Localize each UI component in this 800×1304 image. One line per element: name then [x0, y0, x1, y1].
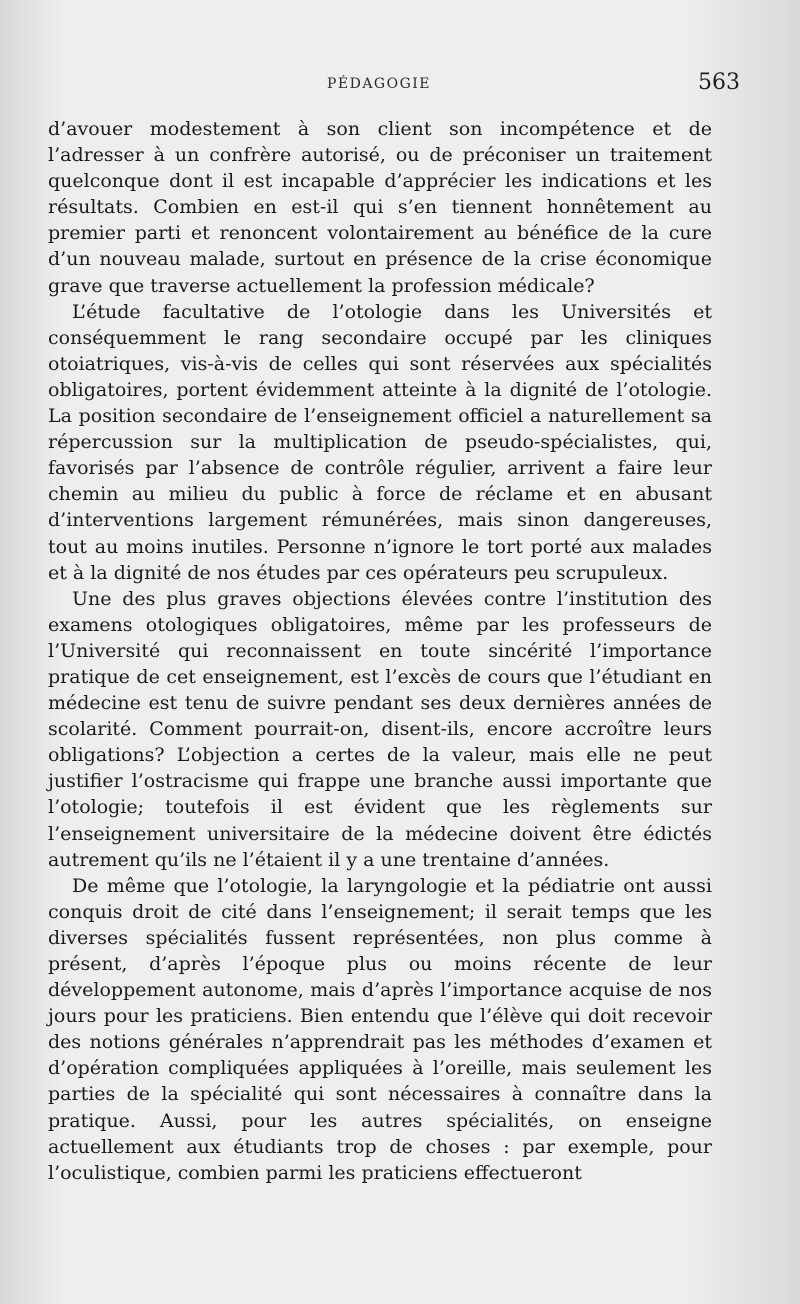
- page-number: 563: [698, 70, 740, 95]
- paragraph-specialities: De même que l’otologie, la laryngologie et la pédiatrie ont aussi conquis droit de cité dans l’enseignement; il serait temps que les diverses spécialités fussent représentées, non plus comme à présent, d’après l’époque plus ou moins récente de leur développement autonome, mais d’après l’importance acquise de nos jours pour les praticiens. Bien entendu que l’élève qui doit recevoir des notions générales n’apprendrait pas les méthodes d’examen et d’opération compliquées appliquées à l’oreille, mais seulement les parties de la spécialité qui sont nécessaires à connaître dans la pratique. Aussi, pour les autres spécialités, on enseigne actuellement aux étudiants trop de choses : par exemple, pour l’oculistique, combien parmi les praticiens effectueront: [48, 874, 712, 1184]
- paragraph-otology-study: L’étude facultative de l’otologie dans les Universités et conséquemment le rang secondaire occupé par les cliniques otoiatriques, vis-à-vis de celles qui sont réservées aux spécialités obligatoires, portent évidemment atteinte à la dignité de l’otologie. La position secondaire de l’enseignement officiel a naturellement sa répercussion sur la multiplication de pseudo-spécialistes, qui, favorisés par l’absence de contrôle régulier, arrivent a faire leur chemin au milieu du public à force de réclame et en abusant d’interventions largement rémunérées, mais sinon dangereuses, tout au moins inutiles. Personne n’ignore le tort porté aux malades et à la dignité de nos études par ces opérateurs peu scrupuleux.: [48, 300, 712, 584]
- paragraph-continuation: d’avouer modestement à son client son incompétence et de l’adresser à un confrère autorisé, ou de préconiser un traitement quelconque dont il est incapable d’apprécier les indications et les résultats. Combien en est-il qui s’en tiennent honnêtement au premier parti et renoncent volontairement au bénéfice de la cure d’un nouveau malade, surtout en présence de la crise économique grave que traverse actuellement la profession médicale?: [48, 118, 712, 297]
- page-header: [48, 70, 740, 100]
- running-head: PÉDAGOGIE: [326, 76, 432, 92]
- body-text: [48, 116, 712, 1186]
- paragraph-objections: Une des plus graves objections élevées contre l’institution des examens otologiques obligatoires, même par les professeurs de l’Université qui reconnaissent en toute sincérité l’importance pratique de cet enseignement, est l’excès de cours que l’étudiant en médecine est tenu de suivre pendant ses deux dernières années de scolarité. Comment pourrait-on, disent-ils, encore accroître leurs obligations? L’objection a certes de la valeur, mais elle ne peut justifier l’ostracisme qui frappe une branche aussi importante que l’otologie; toutefois il est évident que les règlements sur l’enseignement universitaire de la médecine doivent être édictés autrement qu’ils ne l’étaient il y a une trentaine d’années.: [48, 587, 712, 871]
